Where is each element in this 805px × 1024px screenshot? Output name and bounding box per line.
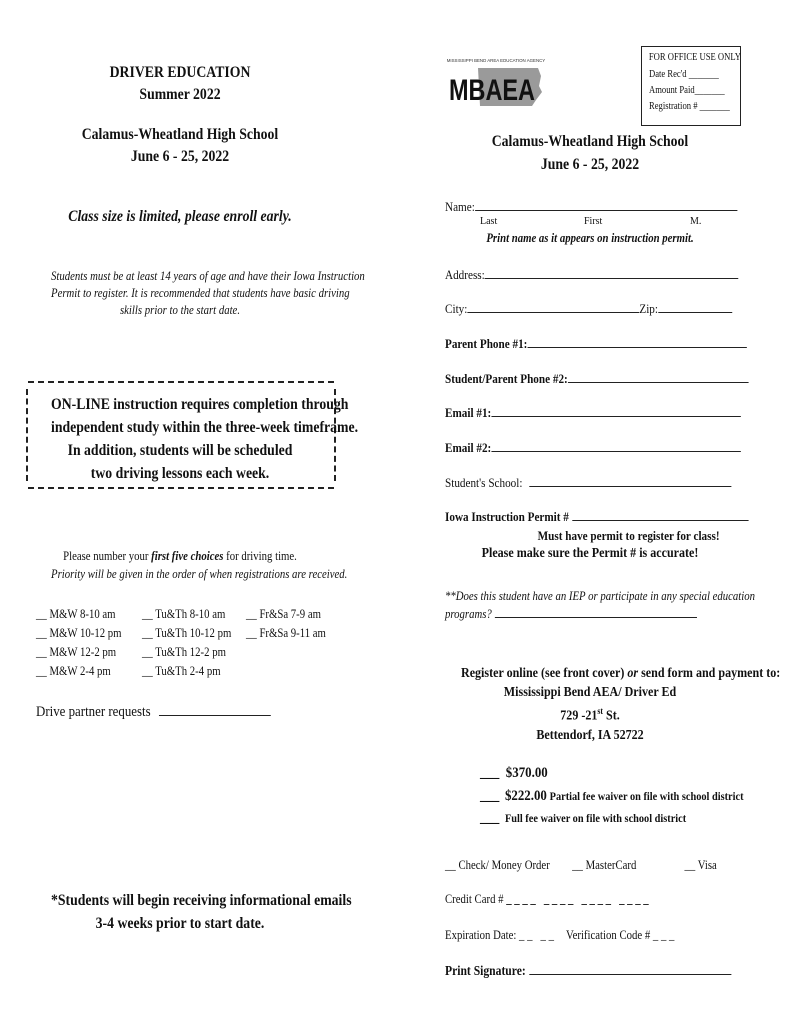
informational-emails-note: *Students will begin receiving informational emails 3-4 weeks prior to start date. — [51, 892, 352, 932]
permit-required-note: Must have permit to register for class! — [538, 528, 720, 543]
email1-line[interactable] — [491, 404, 740, 417]
permit-accurate-note: Please make sure the Permit # is accurate! — [481, 546, 699, 561]
slot-option[interactable]: __ Tu&Th 2-4 pm — [142, 664, 221, 678]
office-use-box — [641, 46, 741, 126]
pay-visa-option[interactable]: __ Visa — [684, 858, 717, 872]
right-school-block — [440, 130, 740, 176]
student-phone-field[interactable] — [445, 370, 798, 387]
box-left-edge — [26, 389, 28, 481]
office-registration-number: Registration # _______ — [649, 101, 730, 112]
parent-phone-field[interactable]: Parent Phone #1: — [445, 335, 796, 352]
right-course-dates: June 6 - 25, 2022 — [540, 156, 640, 173]
email1-field[interactable] — [445, 404, 789, 421]
office-date-received: Date Rec'd _______ — [649, 69, 719, 80]
name-mi-caption: M. — [690, 216, 702, 227]
credit-card-label: Credit Card # — [445, 892, 504, 906]
fee-partial-amount: $222.00 — [504, 788, 547, 804]
credit-card-blanks[interactable]: _ _ _ _ _ _ _ _ _ _ _ _ _ _ _ _ — [506, 892, 649, 906]
name-field[interactable] — [445, 198, 785, 215]
name-label: Name: — [445, 199, 475, 214]
slot-option[interactable]: __ M&W 10-12 pm — [36, 626, 122, 640]
iep-question: **Does this student have an IEP or participate in any special education programs? — [445, 589, 756, 621]
name-last-caption: Last — [480, 216, 498, 227]
student-school-field[interactable] — [445, 474, 778, 491]
name-first-caption: First — [584, 216, 603, 227]
parent-phone-line[interactable] — [527, 335, 746, 348]
student-phone-label: Student/Parent Phone #2: — [445, 371, 568, 386]
course-title: DRIVER EDUCATION — [109, 64, 251, 81]
signature-field[interactable]: Print Signature: — [445, 962, 778, 979]
course-title-block — [40, 62, 320, 106]
mailing-name: Mississippi Bend AEA/ Driver Ed — [503, 685, 677, 700]
fee-option-partial[interactable]: ___ $222.00 Partial fee waiver on file with school district — [480, 788, 744, 804]
online-instruction-text: ON-LINE instruction requires completion through independent study within the three-week timeframe. In addition, students will be scheduled two driving lessons each week. — [51, 396, 359, 482]
pay-check-option[interactable]: __ Check/ Money Order — [445, 858, 550, 872]
mailing-city: Bettendorf, IA 52722 — [536, 727, 644, 743]
right-school-name: Calamus-Wheatland High School — [491, 133, 689, 150]
drive-partner-field[interactable] — [36, 703, 309, 721]
slot-option[interactable]: __ M&W 8-10 am — [36, 607, 116, 621]
slots-friday-saturday — [246, 605, 339, 643]
driving-time-instructions: Please number your first five choices for driving time. Priority will be given in the order of when registrations are received. — [51, 549, 348, 581]
address-label: Address: — [445, 267, 485, 282]
fee-option-waiver[interactable]: ___ Full fee waiver on file with school district — [480, 810, 687, 826]
email1-label: Email #1: — [445, 405, 492, 420]
mailing-instructions: Register online (see front cover) or send form and payment to: Mississippi Bend AEA/ Driver Ed 729 -21st St. Bettendorf, IA 52722 — [461, 666, 781, 743]
signature-label: Print Signature — [445, 963, 522, 978]
student-school-label: Student's School: — [445, 475, 523, 490]
slot-option[interactable]: __ Tu&Th 10-12 pm — [142, 626, 232, 640]
email2-field[interactable] — [445, 439, 789, 456]
permit-number-field[interactable] — [445, 508, 798, 525]
address-line[interactable] — [485, 266, 739, 279]
student-phone-line[interactable] — [568, 370, 749, 383]
drive-partner-line[interactable] — [159, 703, 271, 716]
address-field[interactable] — [445, 266, 786, 283]
iep-answer-line[interactable] — [495, 605, 697, 618]
slot-option[interactable]: __ Tu&Th 8-10 am — [142, 607, 226, 621]
expiration-blanks[interactable]: _ _ _ _ — [519, 928, 554, 942]
email2-line[interactable] — [491, 439, 740, 452]
slot-option[interactable]: __ Fr&Sa 9-11 am — [246, 626, 326, 640]
fee-full-amount: $370.00 — [505, 765, 548, 781]
office-use-title: FOR OFFICE USE ONLY — [648, 52, 741, 63]
left-course-dates: June 6 - 25, 2022 — [130, 148, 230, 165]
zip-label: Zip: — [639, 301, 659, 316]
permit-number-label: Iowa Instruction Permit # — [445, 509, 569, 524]
permit-number-line[interactable] — [572, 508, 748, 521]
class-size-note: Class size is limited, please enroll early. — [68, 208, 292, 225]
expiration-field[interactable] — [445, 928, 712, 943]
slot-option[interactable]: __ M&W 2-4 pm — [36, 664, 111, 678]
email2-label: Email #2: — [445, 440, 492, 455]
slot-option[interactable]: __ M&W 12-2 pm — [36, 645, 117, 659]
fee-option-full[interactable]: ___ $370.00 — [480, 765, 548, 781]
expiration-label: Expiration Date: — [445, 928, 517, 942]
slots-monday-wednesday — [36, 605, 135, 681]
parent-phone-label: Parent Phone #1 — [445, 336, 524, 351]
payment-methods — [445, 858, 761, 873]
city-zip-field[interactable] — [445, 300, 779, 317]
zip-line[interactable] — [658, 300, 732, 313]
mailing-street: 729 -21st St. — [560, 706, 620, 724]
mbaea-logo — [446, 56, 546, 112]
slot-option[interactable]: __ Fr&Sa 7-9 am — [246, 607, 321, 621]
drive-partner-label: Drive partner requests — [36, 704, 151, 720]
slots-tuesday-thursday — [142, 605, 246, 681]
verification-blanks[interactable]: _ _ _ — [652, 928, 675, 942]
verification-label: Verification Code # — [566, 928, 651, 942]
signature-line[interactable] — [529, 962, 731, 975]
logo-small-text: MISSISSIPPI BEND AREA EDUCATION AGENCY — [446, 58, 546, 63]
student-school-line[interactable] — [529, 474, 731, 487]
city-label: City: — [445, 301, 468, 316]
name-line[interactable] — [475, 198, 737, 211]
print-name-note: Print name as it appears on instruction permit. — [486, 231, 694, 245]
course-session: Summer 2022 — [139, 86, 221, 103]
pay-mastercard-option[interactable]: __ MasterCard — [572, 858, 637, 872]
left-school-block — [40, 124, 320, 168]
slot-option[interactable]: __ Tu&Th 12-2 pm — [142, 645, 226, 659]
city-line[interactable] — [467, 300, 639, 313]
credit-card-field[interactable] — [445, 892, 682, 907]
left-school-name: Calamus-Wheatland High School — [81, 126, 279, 143]
office-amount-paid: Amount Paid_______ — [649, 85, 725, 96]
logo-text: MBAEA — [449, 74, 535, 107]
registration-requirements: Students must be at least 14 years of age and have their Iowa Instruction Permit to register. It is recommended that students have basic driving skills prior to the start date. — [51, 269, 365, 317]
